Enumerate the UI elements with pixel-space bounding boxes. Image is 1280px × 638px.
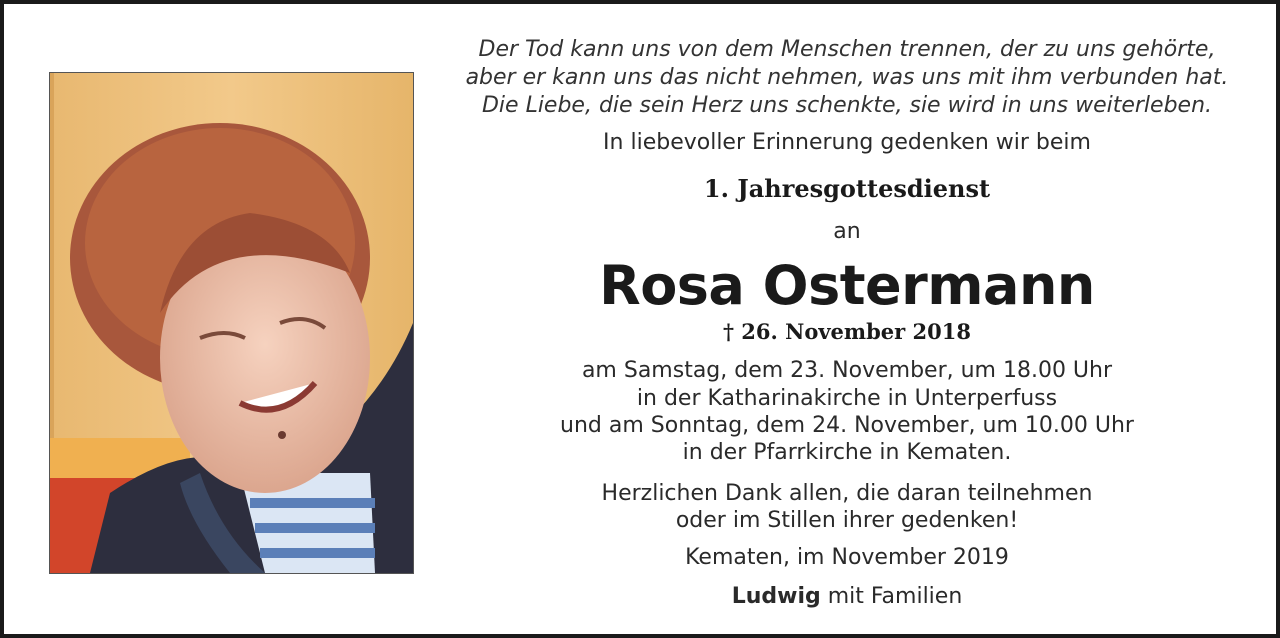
portrait-photo	[49, 72, 414, 574]
death-date: † 26. November 2018	[723, 319, 971, 344]
service-line-3: und am Sonntag, dem 24. November, um 10.00 Uhr	[560, 413, 1134, 438]
thanks-line-1: Herzlichen Dank allen, die daran teilnehmen	[601, 481, 1093, 506]
quote-line-3: Die Liebe, die sein Herz uns schenkte, sie wird in uns weiterleben.	[481, 93, 1213, 118]
thanks-line-2: oder im Stillen ihrer gedenken!	[675, 508, 1019, 533]
quote-line-1: Der Tod kann uns von dem Menschen trennen, der zu uns gehörte,	[478, 37, 1216, 62]
quote-line-2: aber er kann uns das nicht nehmen, was uns mit ihm verbunden hat.	[465, 65, 1229, 90]
service-line-1: am Samstag, dem 23. November, um 18.00 Uhr	[581, 358, 1113, 383]
portrait-image	[50, 73, 413, 573]
signature-rest: mit Familien	[827, 584, 963, 609]
intro-text: In liebevoller Erinnerung gedenken wir beim	[603, 130, 1091, 155]
deceased-name: Rosa Ostermann	[599, 254, 1095, 317]
signature	[424, 584, 1270, 609]
service-line-2: in der Katharinakirche in Unterperfuss	[636, 386, 1058, 411]
connector-text: an	[833, 219, 861, 244]
service-title: 1. Jahresgottesdienst	[703, 174, 991, 203]
signature-name: Ludwig	[731, 584, 821, 609]
place-date: Kematen, im November 2019	[685, 545, 1009, 570]
service-line-4: in der Pfarrkirche in Kematen.	[682, 440, 1012, 465]
